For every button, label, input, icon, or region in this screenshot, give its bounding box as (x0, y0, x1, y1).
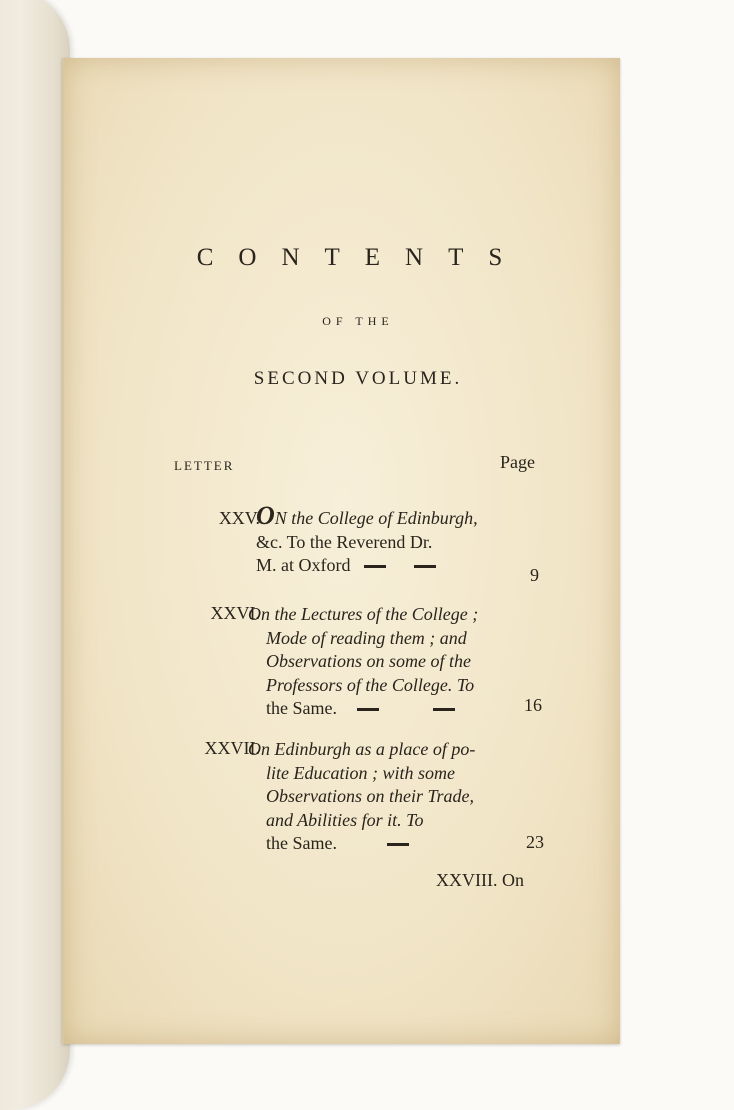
entry-line: lite Education ; with some (266, 762, 455, 783)
entry-line: &c. To the Reverend Dr. (256, 531, 433, 552)
entry-line: Observations on their Trade, (266, 786, 475, 806)
page-column-header: Page (500, 452, 535, 472)
entry-numeral: XXVII. (204, 738, 260, 758)
entry-line: the Same. (248, 832, 528, 856)
drop-initial: O (256, 501, 275, 530)
leader-dash (414, 565, 436, 568)
leader-dash (364, 565, 386, 568)
toc-entry (248, 738, 528, 856)
leader-dash (357, 708, 379, 711)
entry-line: Observations on some of the (266, 651, 471, 671)
letter-column-header: LETTER (174, 458, 235, 473)
page-number: 23 (526, 832, 544, 852)
page-number: 16 (524, 695, 542, 715)
entry-line: M. at Oxford (256, 554, 536, 578)
page-number: 9 (530, 565, 539, 585)
entry-line: On the Lectures of the College ; (248, 604, 479, 624)
of-the-label: OF THE (322, 314, 394, 328)
toc-entry (248, 603, 528, 721)
entry-numeral: XXVI. (210, 603, 260, 623)
entry-line: ON the College of Edinburgh, (256, 501, 478, 530)
leader-dash (387, 843, 409, 846)
facing-page-edge (0, 0, 70, 1110)
entry-line: Mode of reading them ; and (266, 627, 467, 648)
contents-title: CONTENTS (196, 244, 528, 271)
entry-line: Professors of the College. To (266, 674, 475, 695)
toc-entry (256, 501, 536, 578)
volume-title: SECOND VOLUME. (253, 368, 463, 389)
leader-dash (433, 708, 455, 711)
entry-numeral: XXV. (218, 508, 260, 528)
book-page (62, 58, 620, 1044)
entry-line: the Same. (248, 697, 528, 721)
entry-line: and Abilities for it. To (266, 809, 424, 830)
catchword: XXVIII. On (436, 870, 524, 890)
entry-line: On Edinburgh as a place of po- (248, 739, 476, 759)
